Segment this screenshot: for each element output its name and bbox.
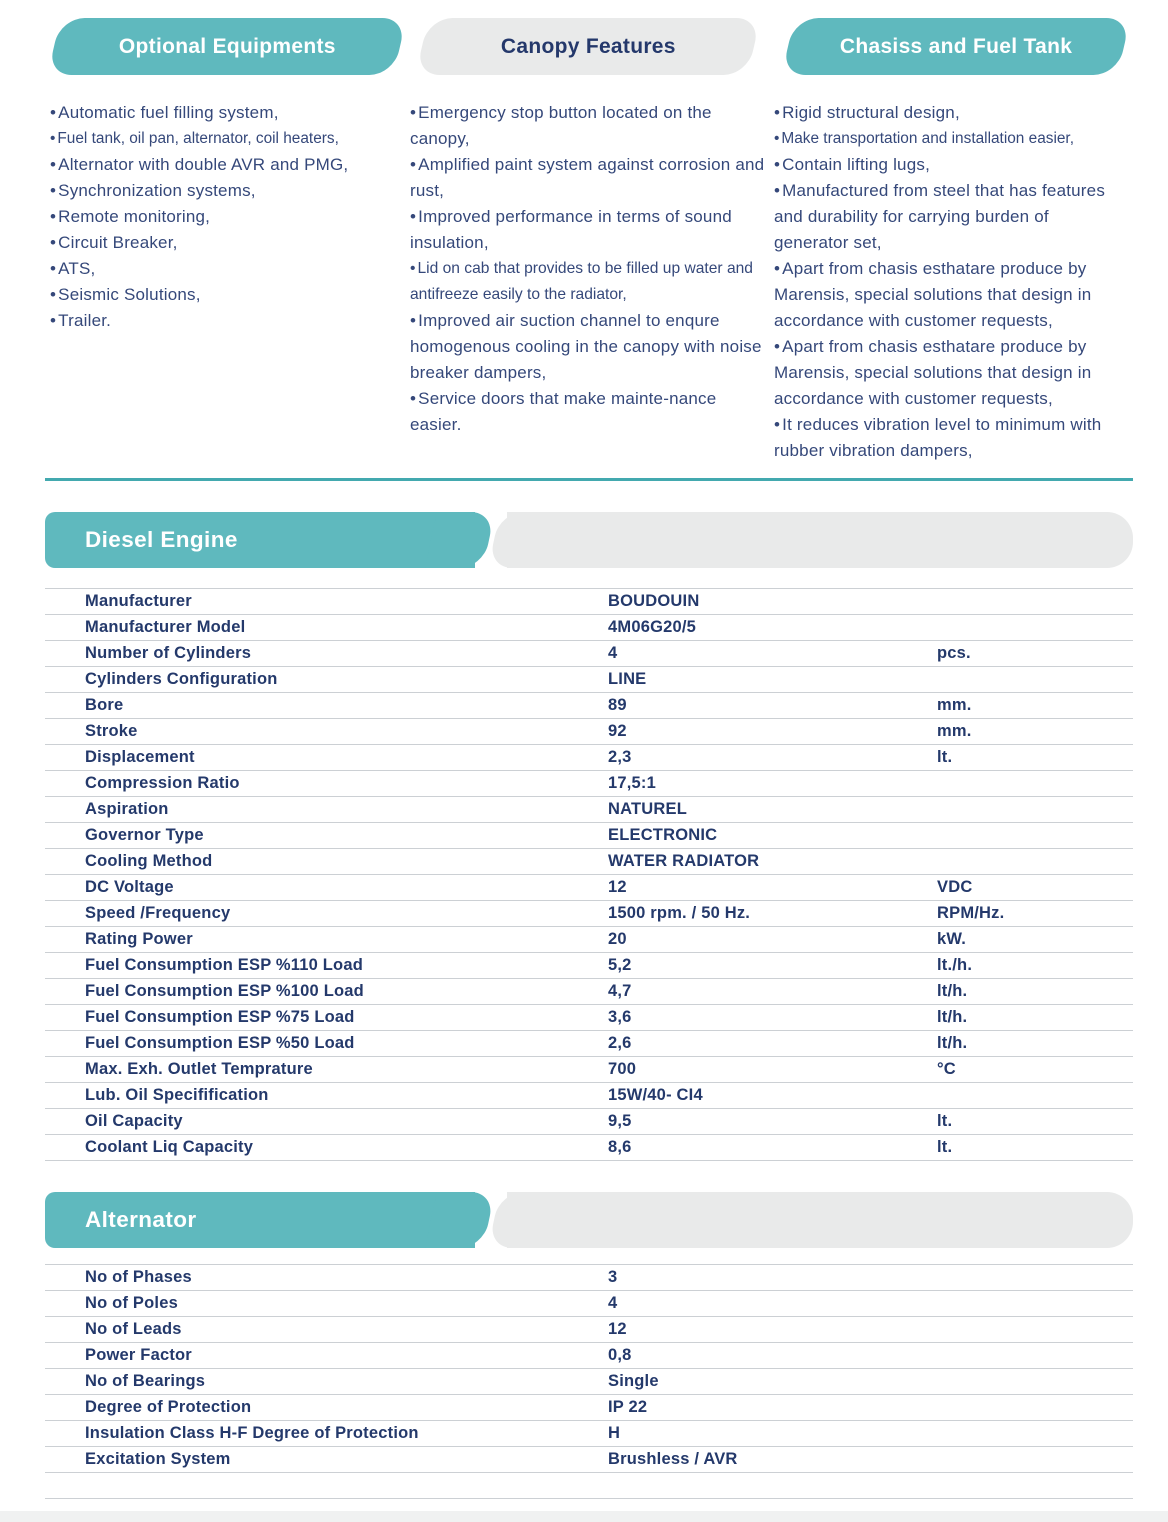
spec-row xyxy=(45,615,1133,641)
spec-label: Cylinders Configuration xyxy=(85,670,278,688)
spec-row xyxy=(45,589,1133,615)
spec-label: Number of Cylinders xyxy=(85,644,252,662)
spec-row xyxy=(45,1447,1133,1473)
spec-row xyxy=(45,953,1133,979)
spec-label: Fuel Consumption ESP %75 Load xyxy=(85,1008,355,1026)
spec-label: Insulation Class H-F Degree of Protection xyxy=(85,1424,419,1442)
bullet-item: • Contain lifting lugs, xyxy=(774,152,1128,178)
spec-label: Fuel Consumption ESP %50 Load xyxy=(85,1034,355,1052)
bullet-list xyxy=(772,100,1130,464)
spec-row xyxy=(45,1395,1133,1421)
spec-row xyxy=(45,719,1133,745)
spec-value: 8,6 xyxy=(608,1138,632,1156)
spec-table xyxy=(45,1264,1133,1499)
spec-value: 2,6 xyxy=(608,1034,632,1052)
spec-unit: lt./h. xyxy=(937,956,973,974)
column-chassis-fuel-tank xyxy=(772,18,1130,464)
spec-value: IP 22 xyxy=(608,1398,648,1416)
spec-label: Fuel Consumption ESP %100 Load xyxy=(85,982,364,1000)
column-title: Optional Equipments xyxy=(118,34,336,58)
spec-label: Manufacturer Model xyxy=(85,618,246,636)
spec-row xyxy=(45,1135,1133,1161)
spec-value: Brushless / AVR xyxy=(608,1450,738,1468)
spec-label: Lub. Oil Specifification xyxy=(85,1086,269,1104)
bottom-bar xyxy=(0,1511,1168,1522)
spec-unit: lt/h. xyxy=(937,982,968,1000)
spec-value: 89 xyxy=(608,696,627,714)
spec-label: Aspiration xyxy=(85,800,169,818)
spec-row xyxy=(45,1109,1133,1135)
bullet-list xyxy=(408,100,768,438)
spec-value: 20 xyxy=(608,930,627,948)
spec-value: NATUREL xyxy=(608,800,688,818)
spec-value: 12 xyxy=(608,1320,627,1338)
spec-label: Compression Ratio xyxy=(85,774,240,792)
spec-value: 4,7 xyxy=(608,982,632,1000)
spec-unit: lt. xyxy=(937,748,953,766)
spec-row xyxy=(45,927,1133,953)
spec-unit: lt. xyxy=(937,1138,953,1156)
spec-unit: RPM/Hz. xyxy=(937,904,1005,922)
spec-row xyxy=(45,771,1133,797)
section-header-teal-ribbon xyxy=(45,512,475,568)
spec-unit: VDC xyxy=(937,878,973,896)
spec-value: 3,6 xyxy=(608,1008,632,1026)
spec-unit: °C xyxy=(937,1060,956,1078)
spec-label: Stroke xyxy=(85,722,138,740)
spec-value: 2,3 xyxy=(608,748,632,766)
section-title: Alternator xyxy=(85,1207,197,1232)
spec-label: No of Poles xyxy=(85,1294,178,1312)
spec-value: 15W/40- CI4 xyxy=(608,1086,703,1104)
column-canopy-features xyxy=(408,18,768,464)
spec-unit: mm. xyxy=(937,722,972,740)
bullet-item: • Manufactured from steel that has features and durability for carrying burden of generator set, xyxy=(774,178,1128,256)
column-title: Canopy Features xyxy=(500,34,676,58)
spec-label: Power Factor xyxy=(85,1346,192,1364)
spec-value: 17,5:1 xyxy=(608,774,656,792)
spec-value: ELECTRONIC xyxy=(608,826,718,844)
spec-value: 5,2 xyxy=(608,956,632,974)
bullet-item: • Fuel tank, oil pan, alternator, coil heaters, xyxy=(50,126,402,152)
bullet-item: • Rigid structural design, xyxy=(774,100,1128,126)
section-header-teal-ribbon xyxy=(45,1192,475,1248)
spec-row xyxy=(45,745,1133,771)
bullet-item: • Apart from chasis esthatare produce by Marensis, special solutions that design in accordance with customer requests, xyxy=(774,256,1128,334)
spec-row xyxy=(45,1369,1133,1395)
spec-row xyxy=(45,1265,1133,1291)
column-optional-equipments xyxy=(48,18,404,464)
column-title: Chasiss and Fuel Tank xyxy=(839,34,1073,58)
spec-label: DC Voltage xyxy=(85,878,174,896)
spec-label: No of Leads xyxy=(85,1320,182,1338)
section-divider xyxy=(45,478,1133,481)
bullet-item: • Automatic fuel filling system, xyxy=(50,100,402,126)
spec-value: 0,8 xyxy=(608,1346,632,1364)
spec-label: Cooling Method xyxy=(85,852,213,870)
spec-value: 9,5 xyxy=(608,1112,632,1130)
spec-row-empty xyxy=(45,1473,1133,1499)
spec-label: Excitation System xyxy=(85,1450,231,1468)
bullet-item: • Seismic Solutions, xyxy=(50,282,402,308)
spec-row xyxy=(45,641,1133,667)
spec-label: Displacement xyxy=(85,748,195,766)
section-alternator xyxy=(0,1192,1168,1499)
spec-value: 700 xyxy=(608,1060,637,1078)
bullet-item: • Apart from chasis esthatare produce by Marensis, special solutions that design in accordance with customer requests, xyxy=(774,334,1128,412)
spec-label: Manufacturer xyxy=(85,592,192,610)
spec-row xyxy=(45,1005,1133,1031)
bullet-item: • Make transportation and installation easier, xyxy=(774,126,1128,152)
bullet-item: • Synchronization systems, xyxy=(50,178,402,204)
spec-label: Max. Exh. Outlet Temprature xyxy=(85,1060,313,1078)
spec-value: LINE xyxy=(608,670,647,688)
bullet-item: • Remote monitoring, xyxy=(50,204,402,230)
spec-label: No of Phases xyxy=(85,1268,192,1286)
spec-value: 12 xyxy=(608,878,627,896)
spec-label: Speed /Frequency xyxy=(85,904,231,922)
spec-value: 1500 rpm. / 50 Hz. xyxy=(608,904,751,922)
spec-value: 4M06G20/5 xyxy=(608,618,697,636)
spec-row xyxy=(45,849,1133,875)
bullet-item: • ATS, xyxy=(50,256,402,282)
spec-label: Coolant Liq Capacity xyxy=(85,1138,254,1156)
column-header-pill xyxy=(781,18,1130,75)
bullet-item: • Circuit Breaker, xyxy=(50,230,402,256)
spec-value: 92 xyxy=(608,722,627,740)
bullet-item: • Trailer. xyxy=(50,308,402,334)
spec-row xyxy=(45,1057,1133,1083)
section-header-gray-ribbon xyxy=(507,512,1133,568)
spec-label: No of Bearings xyxy=(85,1372,206,1390)
spec-unit: kW. xyxy=(937,930,967,948)
bullet-item: • Lid on cab that provides to be filled up water and antifreeze easily to the radiator, xyxy=(410,256,766,308)
spec-row xyxy=(45,1421,1133,1447)
section-header-gray-ribbon xyxy=(507,1192,1133,1248)
section-header xyxy=(45,512,1133,568)
section-title: Diesel Engine xyxy=(85,527,238,552)
spec-row xyxy=(45,979,1133,1005)
spec-unit: pcs. xyxy=(937,644,971,662)
spec-row xyxy=(45,1083,1133,1109)
bullet-item: • Alternator with double AVR and PMG, xyxy=(50,152,402,178)
spec-unit: lt. xyxy=(937,1112,953,1130)
bullet-item: • It reduces vibration level to minimum with rubber vibration dampers, xyxy=(774,412,1128,464)
spec-unit: lt/h. xyxy=(937,1034,968,1052)
spec-label: Bore xyxy=(85,696,124,714)
spec-value: Single xyxy=(608,1372,659,1390)
spec-value: 3 xyxy=(608,1268,618,1286)
bullet-item: • Improved air suction channel to enqure homogenous cooling in the canopy with noise breaker dampers, xyxy=(410,308,766,386)
bullet-item: • Amplified paint system against corrosion and rust, xyxy=(410,152,766,204)
bullet-item: • Service doors that make mainte-nance easier. xyxy=(410,386,766,438)
spec-value: 4 xyxy=(608,644,618,662)
spec-row xyxy=(45,1031,1133,1057)
spec-label: Oil Capacity xyxy=(85,1112,183,1130)
feature-columns xyxy=(0,0,1168,461)
spec-label: Fuel Consumption ESP %110 Load xyxy=(85,956,363,974)
section-header xyxy=(45,1192,1133,1248)
spec-row xyxy=(45,1317,1133,1343)
spec-table xyxy=(45,588,1133,1161)
spec-value: WATER RADIATOR xyxy=(608,852,760,870)
spec-label: Degree of Protection xyxy=(85,1398,252,1416)
spec-row xyxy=(45,823,1133,849)
spec-label: Governor Type xyxy=(85,826,204,844)
column-header-pill xyxy=(415,18,760,75)
spec-row xyxy=(45,1343,1133,1369)
spec-row xyxy=(45,667,1133,693)
bullet-item: • Improved performance in terms of sound insulation, xyxy=(410,204,766,256)
spec-unit: lt/h. xyxy=(937,1008,968,1026)
spec-value: BOUDOUIN xyxy=(608,592,700,610)
spec-value: H xyxy=(608,1424,621,1442)
bullet-item: • Emergency stop button located on the canopy, xyxy=(410,100,766,152)
spec-row xyxy=(45,1291,1133,1317)
column-header-pill xyxy=(47,18,406,75)
section-diesel-engine xyxy=(0,512,1168,1161)
spec-label: Rating Power xyxy=(85,930,193,948)
spec-row xyxy=(45,875,1133,901)
spec-row xyxy=(45,693,1133,719)
spec-unit: mm. xyxy=(937,696,972,714)
spec-value: 4 xyxy=(608,1294,618,1312)
bullet-list xyxy=(48,100,404,334)
spec-row xyxy=(45,797,1133,823)
spec-row xyxy=(45,901,1133,927)
